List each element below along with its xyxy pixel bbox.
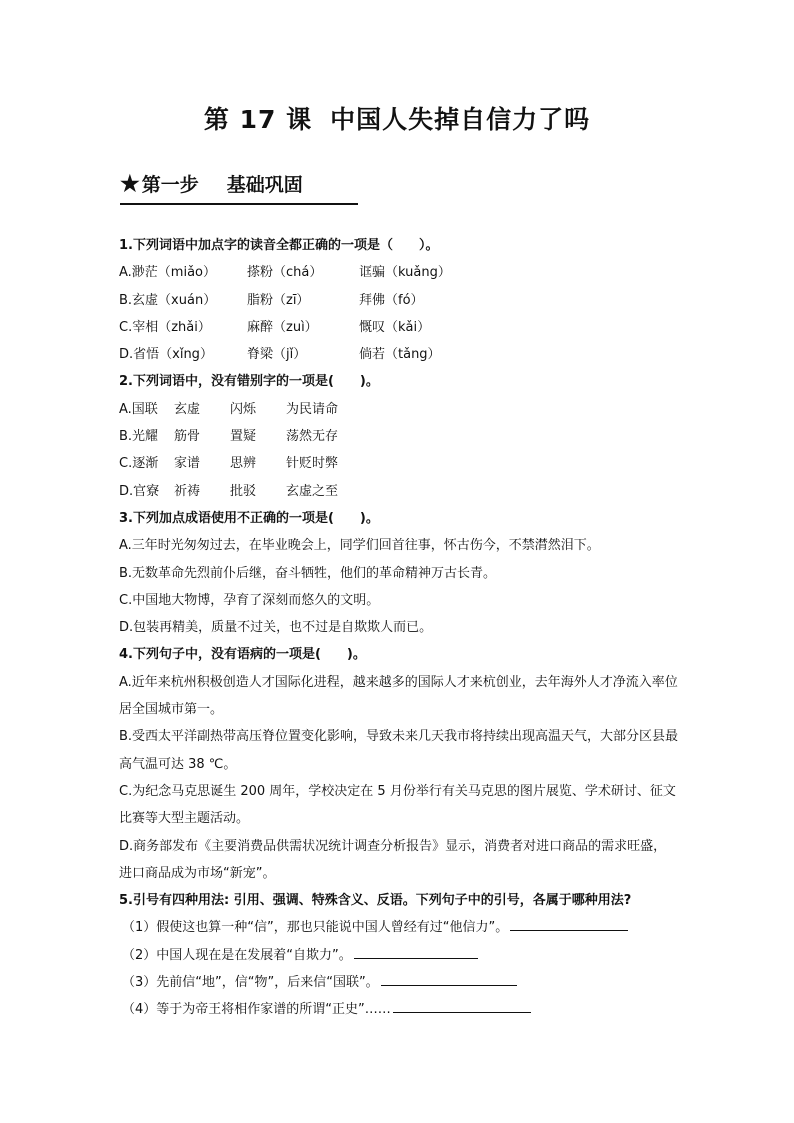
q4-option-d: D.商务部发布《主要消费品供需状况统计调查分析报告》显示，消费者对进口商品的需求旺盛，进口商品成为市场“新宠”。 bbox=[119, 838, 667, 881]
question-1-stem: 1.下列词语中加点字的读音全都正确的一项是（ ）。 bbox=[119, 238, 439, 253]
q1-d-word3: 倘若（tǎng） bbox=[359, 347, 441, 363]
answer-blank[interactable] bbox=[393, 996, 531, 1013]
q5-item-2-text: （2）中国人现在是在发展着“自欺力”。 bbox=[122, 947, 352, 963]
q1-d-word2: 脊梁（jǐ） bbox=[247, 347, 307, 363]
q2-c-word1: C.逐渐 bbox=[119, 456, 159, 472]
q1-a-word3: 诓骗（kuǎng） bbox=[359, 265, 451, 281]
question-3-stem: 3.下列加点成语使用不正确的一项是( )。 bbox=[119, 510, 379, 526]
q2-d-word4: 玄虚之至 bbox=[286, 483, 339, 499]
q1-c-word2: 麻醉（zuì） bbox=[247, 319, 318, 335]
q3-option-c: C.中国地大物博，孕育了深刻而悠久的文明。 bbox=[119, 592, 380, 608]
q1-option-d bbox=[119, 341, 679, 368]
q1-b-word1: B.玄虚（xuán） bbox=[119, 292, 217, 308]
q2-a-word1: A.国联 bbox=[119, 401, 158, 417]
q1-option-a bbox=[119, 259, 679, 286]
q2-d-word3: 批驳 bbox=[230, 483, 257, 499]
section-name: 基础巩固 bbox=[226, 174, 303, 196]
section-heading bbox=[120, 170, 358, 205]
q5-item-4 bbox=[119, 996, 679, 1023]
section-step: 第一步 bbox=[141, 174, 199, 196]
question-4-stem: 4.下列句子中，没有语病的一项是( )。 bbox=[119, 647, 366, 663]
exercise-content bbox=[119, 232, 679, 1024]
lesson-title bbox=[0, 100, 794, 136]
q2-a-word3: 闪烁 bbox=[230, 401, 257, 417]
q1-b-word2: 脂粉（zī） bbox=[247, 292, 310, 308]
answer-blank[interactable] bbox=[381, 969, 517, 986]
star-icon: ★ bbox=[120, 171, 140, 197]
question-2-stem: 2.下列词语中，没有错别字的一项是( )。 bbox=[119, 374, 379, 390]
q3-option-d: D.包装再精美，质量不过关，也不过是自欺欺人而已。 bbox=[119, 620, 433, 636]
q4-option-b: B.受西太平洋副热带高压脊位置变化影响，导致未来几天我市将持续出现高温天气，大部分区县最高气温可达 38 ℃。 bbox=[119, 729, 679, 772]
q5-item-3-text: （3）先前信“地”，信“物”，后来信“国联”。 bbox=[122, 975, 379, 991]
q2-d-word1: D.官寮 bbox=[119, 483, 160, 499]
q5-item-1-text: （1）假使这也算一种“信”，那也只能说中国人曾经有过“他信力”。 bbox=[122, 920, 509, 936]
q1-d-word1: D.省悟（xǐng） bbox=[119, 347, 213, 363]
q4-option-c: C.为纪念马克思诞生 200 周年，学校决定在 5 月份举行有关马克思的图片展览、学术研讨、征文比赛等大型主题活动。 bbox=[119, 783, 676, 827]
q2-option-b bbox=[119, 423, 679, 450]
q3-option-b: B.无数革命先烈前仆后继，奋斗牺牲，他们的革命精神万古长青。 bbox=[119, 565, 497, 581]
q5-item-2 bbox=[119, 942, 679, 969]
q1-option-b bbox=[119, 287, 679, 314]
q3-option-a: A.三年时光匆匆过去，在毕业晚会上，同学们回首往事，怀古伤今，不禁潸然泪下。 bbox=[119, 538, 600, 554]
q2-option-d bbox=[119, 478, 679, 505]
lesson-number: 第 17 课 bbox=[203, 105, 313, 134]
q5-item-1 bbox=[119, 914, 679, 941]
q2-a-word2: 玄虚 bbox=[174, 401, 201, 417]
q2-b-word4: 荡然无存 bbox=[286, 429, 339, 445]
q1-b-word3: 拜佛（fó） bbox=[359, 292, 424, 308]
q2-b-word3: 置疑 bbox=[230, 429, 257, 445]
q1-a-word2: 搽粉（chá） bbox=[247, 265, 323, 281]
q4-option-a: A.近年来杭州积极创造人才国际化进程，越来越多的国际人才来杭创业，去年海外人才净流入率位居全国城市第一。 bbox=[119, 674, 678, 718]
q2-c-word2: 家谱 bbox=[174, 456, 201, 472]
answer-blank[interactable] bbox=[510, 914, 628, 931]
q1-c-word3: 慨叹（kǎi） bbox=[359, 319, 431, 335]
q5-item-4-text: （4）等于为帝王将相作家谱的所谓“正史”…… bbox=[122, 1002, 391, 1018]
q2-a-word4: 为民请命 bbox=[286, 401, 339, 417]
q2-c-word3: 思辨 bbox=[230, 456, 257, 472]
q2-option-a bbox=[119, 396, 679, 423]
q1-option-c bbox=[119, 314, 679, 341]
lesson-name: 中国人失掉自信力了吗 bbox=[330, 105, 591, 134]
q2-c-word4: 针贬时弊 bbox=[286, 456, 339, 472]
q5-item-3 bbox=[119, 969, 679, 996]
q2-b-word2: 筋骨 bbox=[174, 429, 201, 445]
question-5-stem: 5.引号有四种用法: 引用、强调、特殊含义、反语。下列句子中的引号，各属于哪种用法? bbox=[119, 893, 632, 909]
q1-c-word1: C.宰相（zhǎi） bbox=[119, 319, 211, 335]
q2-d-word2: 祈祷 bbox=[174, 483, 201, 499]
answer-blank[interactable] bbox=[354, 942, 478, 959]
q1-a-word1: A.渺茫（miǎo） bbox=[119, 265, 216, 281]
q2-option-c bbox=[119, 450, 679, 477]
q2-b-word1: B.光耀 bbox=[119, 429, 159, 445]
